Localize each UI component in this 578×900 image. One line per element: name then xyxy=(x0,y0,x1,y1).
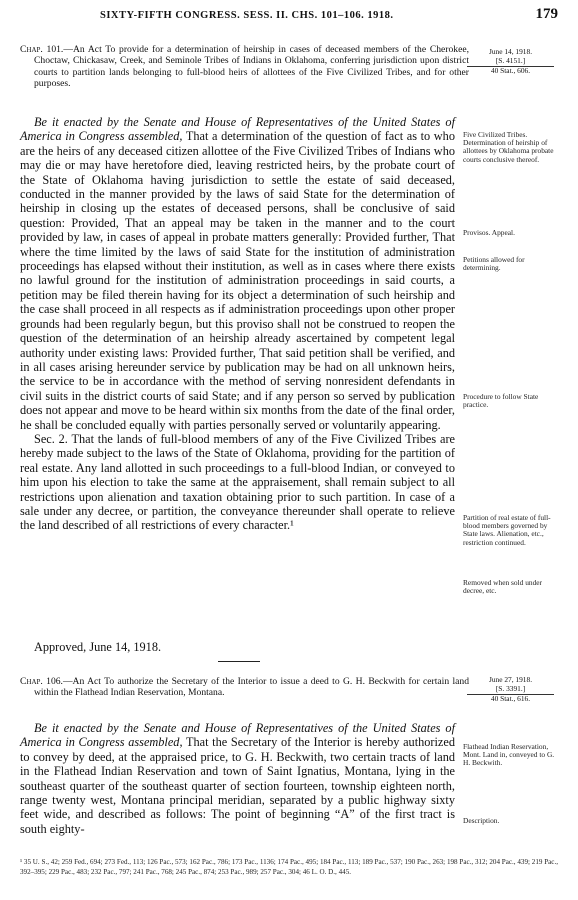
chapter-101-summary xyxy=(20,44,469,89)
margin-note: Five Civilized Tribes. Determination of heirship of allottees by Oklahoma probate courts conclusive thereof. xyxy=(463,130,554,164)
chapter-106-section-1-text: That the Secretary of the Interior is hereby authorized to convey by deed, at the appraised price, to G. H. Beckwith, two certain tracts of land in the Flathead Indian Reservation and town of Saint Ignatius, Montana, lying in the southeast quarter of the southeast quarter of section fourteen, township eighteen north, range twenty west, Montana principal meridian, separated by a public highway sixty feet wide, and described as follows: The point of beginning “A” of the first tract is south eighty- xyxy=(20,735,455,836)
enacting-clause: Be it enacted by the Senate and House of Representatives of the United States of America in Congress assembled, xyxy=(20,721,455,750)
chapter-101-body xyxy=(20,115,455,533)
margin-note: Procedure to follow State practice. xyxy=(463,392,539,410)
approval-line: Approved, June 14, 1918. xyxy=(34,640,162,654)
margin-note: Description. xyxy=(463,816,500,825)
chapter-101-section-2: Sec. 2. That the lands of full-blood members of any of the Five Civilized Tribes are hereby made subject to the laws of the State of Oklahoma, providing for the partition of real estate. Any land allotted in such proceedings to a full-blood Indian, or conveyed to him upon his election to take the same at the appraisement, shall remain subject to all restrictions upon alienation and taxation obtaining prior to such partition. In case of a sale under any decree, or partition, the conveyance thereunder shall operate to relieve the land described of all restrictions of every character.¹ xyxy=(20,431,455,533)
chapter-101-stat: 40 Stat., 606. xyxy=(467,66,554,76)
chapter-106-bill: [S. 3391.] xyxy=(495,683,526,693)
margin-note: Provisos. Appeal. xyxy=(463,228,515,237)
chapter-106-reference xyxy=(463,676,558,703)
footnote-citations: ¹ 35 U. S., 42; 259 Fed., 694; 273 Fed., 113; 126 Pac., 573; 162 Pac., 786; 173 Pac., 1136; 174 Pac., 495; 184 Pac., 113; 189 Pac., 537; 190 Pac., 263; 198 Pac., 312; 204 Pac., 439; 219 Pac., 392–395; 229 Pac., 483; 232 Pac., 797; 241 Pac., 768; 245 Pac., 874; 253 Pac., 989; 257 Pac., 304; 46 L. O. D., 445. xyxy=(20,858,558,876)
chapter-106-summary-text: —An Act To authorize the Secretary of the Interior to issue a deed to G. H. Beckwith for certain land within the Flathead Indian Reservation, Montana. xyxy=(34,676,469,699)
chapter-101-date: June 14, 1918. xyxy=(488,47,533,56)
margin-note: Flathead Indian Reservation, Mont. Land in, conveyed to G. H. Beckwith. xyxy=(463,742,555,768)
section-1-text: That a determination of the question of fact as to who are the heirs of any deceased citizen allottee of the Five Civilized Tribes of Indians who may die or may have heretofore died, leaving restricted heirs, by the probate court of the State of Oklahoma having jurisdiction to settle the estate of said deceased, conducted in the manner provided by the laws of said State for the determination of heirship in closing up the estates of deceased persons, shall be conclusive of said question: Provided, That an appeal may be taken in the manner and to the court provided by law, in cases of appeal in probate matters generally: Provided further, That where the time limited by the laws of said State for the institution of administration proceedings has elapsed without their institution, as well as in cases where there exists no lawful ground for the institution of administration proceedings in said courts, a petition may be filed therein having for its object a determination of such heirship and the case shall proceed in all respects as if administration proceedings upon other proper grounds had been regularly begun, but this proviso shall not be construed to reopen the question of the determination of an heirship already ascertained by competent legal authority under existing laws: Provided further, That said petition shall be verified, and in all cases arising hereunder service by publication may be had on all unknown heirs, the service to be in accordance with the method of serving nonresident defendants in civil suits in the district courts of said State; and if any person so served by publication does not appear and move to be heard within six months from the date of the final order, he shall be concluded equally with parties personally served or voluntarily appearing. xyxy=(20,129,455,432)
chapter-101-label: Chap. 101. xyxy=(20,44,64,55)
section-divider xyxy=(218,661,260,662)
chapter-106-section-1 xyxy=(20,721,455,836)
chapter-106-label: Chap. 106. xyxy=(20,676,63,687)
chapter-101-bill: [S. 4151.] xyxy=(495,55,526,65)
running-title: SIXTY-FIFTH CONGRESS. SESS. II. CHS. 101–106. 1918. xyxy=(100,10,394,21)
chapter-106-summary xyxy=(20,676,469,699)
chapter-106-date: June 27, 1918. xyxy=(488,675,533,684)
chapter-106-stat: 40 Stat., 616. xyxy=(467,694,554,704)
chapter-101-reference xyxy=(463,48,558,75)
margin-note: Removed when sold under decree, etc. xyxy=(463,578,543,596)
margin-note: Partition of real estate of full-blood members governed by State laws. Alienation, etc., restriction continued. xyxy=(463,513,551,547)
chapter-101-summary-text: —An Act To provide for a determination of heirship in cases of deceased members of the Cherokee, Choctaw, Chickasaw, Creek, and Seminole Tribes of Indians in Oklahoma, conferring jurisdiction upon district courts to partition lands belonging to full-blood heirs of allottees of the Five Civilized Tribes, and for other purposes. xyxy=(34,44,469,89)
enacting-clause: Be it enacted by the Senate and House of Representatives of the United States of America in Congress assembled, xyxy=(20,115,455,144)
margin-note: Petitions allowed for determining. xyxy=(463,255,525,273)
chapter-101-section-1 xyxy=(20,115,455,432)
page-number: 179 xyxy=(535,6,558,22)
page-header xyxy=(20,6,558,26)
chapter-106-body xyxy=(20,721,455,836)
